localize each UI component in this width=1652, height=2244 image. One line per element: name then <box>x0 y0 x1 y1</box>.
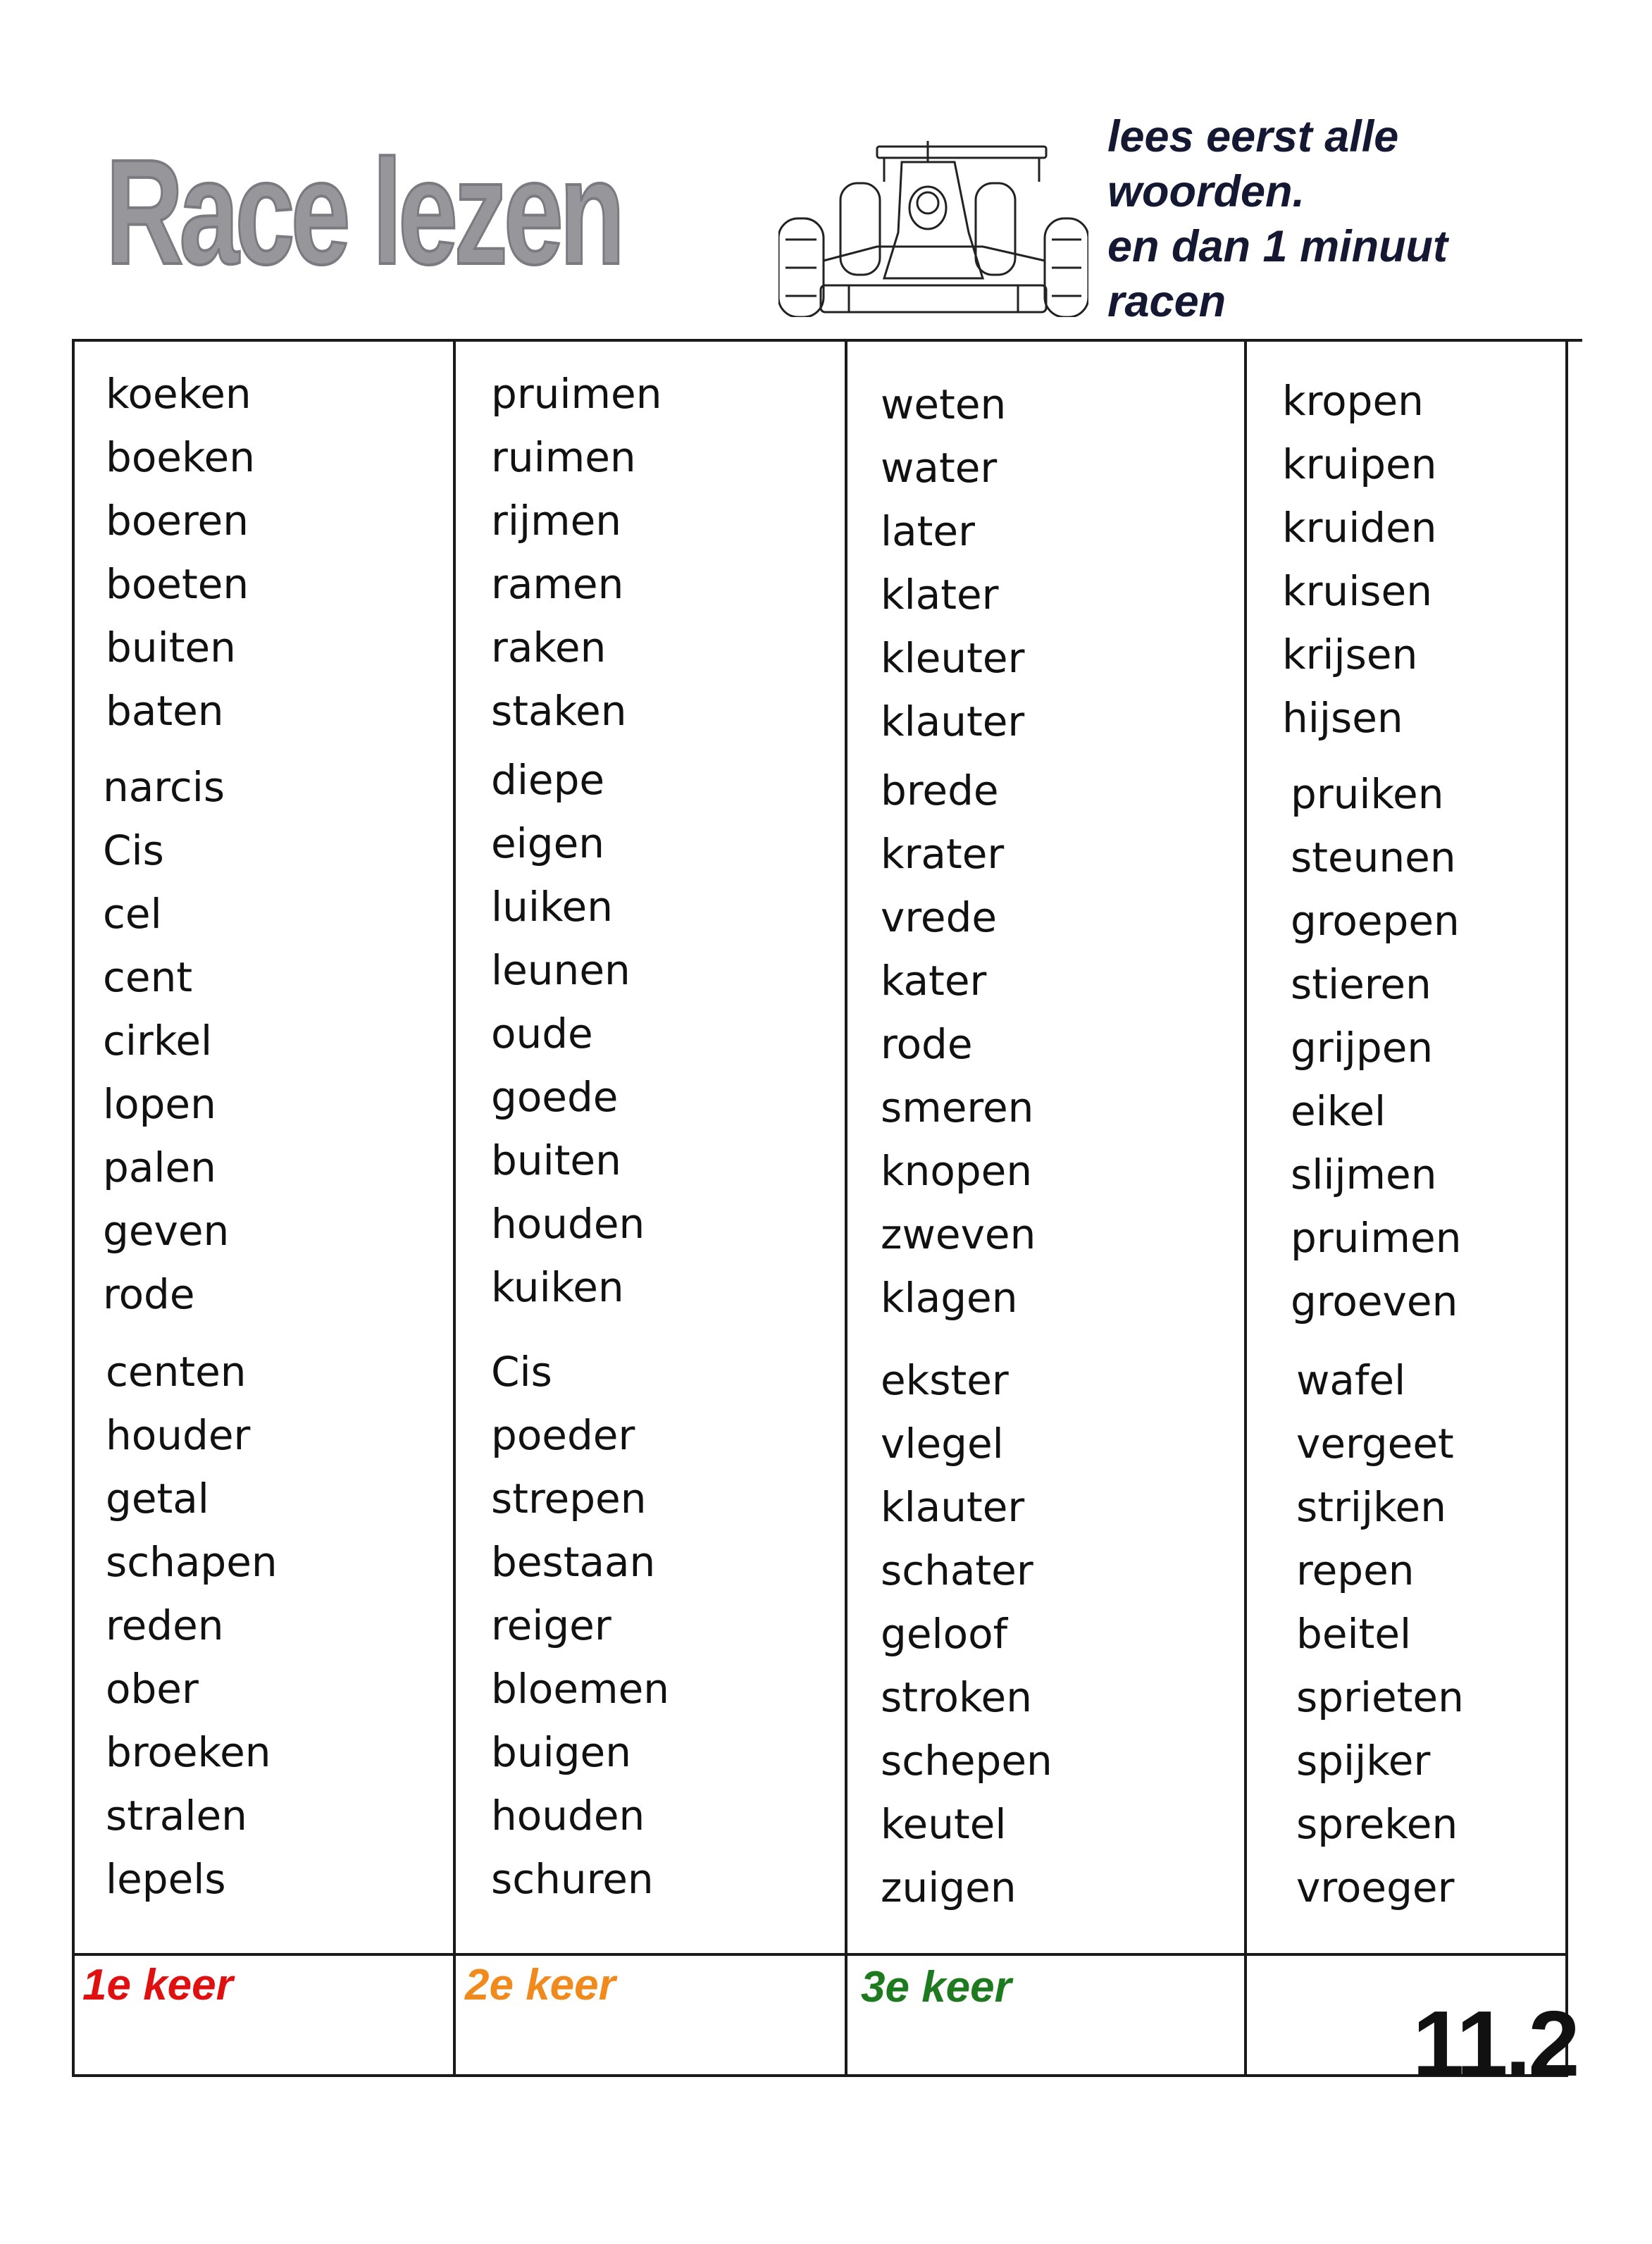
word-item: ekster <box>881 1356 1009 1404</box>
word-item: getal <box>106 1475 209 1523</box>
word-item: beitel <box>1296 1610 1412 1658</box>
word-item: water <box>881 444 998 492</box>
word-item: boeken <box>106 433 255 481</box>
word-item: kater <box>881 957 987 1005</box>
word-item: kleuter <box>881 634 1025 682</box>
word-item: buiten <box>106 624 236 671</box>
word-item: slijmen <box>1291 1151 1437 1198</box>
word-item: centen <box>106 1348 247 1396</box>
page-title: Race lezen <box>106 128 621 295</box>
column-divider-1 <box>453 339 456 2077</box>
word-item: narcis <box>103 763 225 811</box>
word-item: bloemen <box>491 1665 670 1713</box>
word-item: geven <box>103 1207 230 1255</box>
word-item: keutel <box>881 1800 1007 1848</box>
word-item: wafel <box>1296 1356 1406 1404</box>
word-item: rijmen <box>491 497 622 545</box>
word-item: schepen <box>881 1737 1052 1785</box>
word-item: sprieten <box>1296 1673 1464 1721</box>
word-item: buiten <box>491 1136 621 1184</box>
word-item: weten <box>881 380 1007 428</box>
instruction-line: lees eerst alle <box>1107 112 1399 161</box>
word-item: groeven <box>1291 1277 1458 1325</box>
word-item: zuigen <box>881 1864 1017 1911</box>
word-item: luiken <box>491 883 613 931</box>
word-item: stroken <box>881 1673 1032 1721</box>
word-item: staken <box>491 687 627 735</box>
word-item: kuiken <box>491 1263 624 1311</box>
word-item: pruimen <box>1291 1214 1462 1262</box>
word-item: koeken <box>106 370 251 418</box>
word-item: strepen <box>491 1475 647 1523</box>
word-item: klauter <box>881 1483 1025 1531</box>
word-item: schater <box>881 1546 1033 1594</box>
word-item: ramen <box>491 560 624 608</box>
table-bottom-border <box>72 2074 1568 2077</box>
word-item: houder <box>106 1411 251 1459</box>
word-item: Cis <box>103 826 164 874</box>
word-item: lopen <box>103 1080 216 1128</box>
word-item: kruiden <box>1282 504 1437 552</box>
word-item: Cis <box>491 1348 552 1396</box>
word-item: cent <box>103 953 193 1001</box>
word-item: reiger <box>491 1601 611 1649</box>
word-item: poeder <box>491 1411 635 1459</box>
word-item: smeren <box>881 1084 1034 1132</box>
word-item: zweven <box>881 1210 1036 1258</box>
second-attempt-label: 2e keer <box>465 1961 616 2009</box>
word-item: boeren <box>106 497 249 545</box>
word-item: eikel <box>1291 1087 1386 1135</box>
word-item: boeten <box>106 560 249 608</box>
table-top-border <box>72 339 1582 342</box>
word-item: rode <box>103 1270 195 1318</box>
instruction-line: racen <box>1107 277 1226 326</box>
word-item: later <box>881 507 975 555</box>
word-item: kruisen <box>1282 567 1432 615</box>
word-item: strijken <box>1296 1483 1446 1531</box>
word-item: brede <box>881 767 999 814</box>
word-item: klauter <box>881 698 1025 745</box>
word-item: palen <box>103 1143 216 1191</box>
column-divider-3 <box>1244 339 1247 2077</box>
word-item: krater <box>881 830 1005 878</box>
word-item: vergeet <box>1296 1420 1454 1468</box>
word-item: schapen <box>106 1538 278 1586</box>
word-item: eigen <box>491 819 605 867</box>
word-item: oude <box>491 1010 593 1058</box>
word-item: hijsen <box>1282 694 1403 742</box>
word-item: vrede <box>881 893 998 941</box>
word-item: stieren <box>1291 960 1431 1008</box>
word-item: geloof <box>881 1610 1008 1658</box>
word-item: knopen <box>881 1147 1033 1195</box>
word-item: ruimen <box>491 433 636 481</box>
third-attempt-label: 3e keer <box>861 1963 1012 2011</box>
sheet-number: 11.2 <box>1412 1992 1577 2095</box>
table-footer-divider <box>72 1953 1568 1956</box>
word-item: vroeger <box>1296 1864 1455 1911</box>
word-item: ober <box>106 1665 199 1713</box>
word-item: buigen <box>491 1728 631 1776</box>
word-item: cel <box>103 890 162 938</box>
word-item: reden <box>106 1601 224 1649</box>
word-item: spreken <box>1296 1800 1458 1848</box>
word-item: raken <box>491 624 607 671</box>
instruction-line: woorden. <box>1107 167 1305 216</box>
word-item: goede <box>491 1073 619 1121</box>
word-item: pruimen <box>491 370 662 418</box>
word-item: klagen <box>881 1274 1018 1322</box>
word-item: krijsen <box>1282 631 1418 678</box>
word-item: schuren <box>491 1855 654 1903</box>
word-item: cirkel <box>103 1017 213 1065</box>
word-item: pruiken <box>1291 770 1444 818</box>
column-divider-2 <box>845 339 847 2077</box>
word-item: diepe <box>491 756 605 804</box>
table-right-border <box>1565 339 1568 2077</box>
word-item: kruipen <box>1282 440 1437 488</box>
word-item: steunen <box>1291 833 1456 881</box>
word-item: leunen <box>491 946 631 994</box>
word-item: broeken <box>106 1728 271 1776</box>
word-item: bestaan <box>491 1538 656 1586</box>
word-item: repen <box>1296 1546 1415 1594</box>
first-attempt-label: 1e keer <box>82 1961 233 2009</box>
word-item: houden <box>491 1792 645 1840</box>
word-item: stralen <box>106 1792 247 1840</box>
word-item: grijpen <box>1291 1024 1434 1072</box>
word-item: lepels <box>106 1855 226 1903</box>
word-item: groepen <box>1291 897 1460 945</box>
table-left-border <box>72 339 75 2077</box>
word-item: baten <box>106 687 224 735</box>
word-item: klater <box>881 571 999 619</box>
instruction-line: en dan 1 minuut <box>1107 222 1448 271</box>
word-item: vlegel <box>881 1420 1004 1468</box>
word-item: rode <box>881 1020 973 1068</box>
word-item: kropen <box>1282 377 1424 425</box>
word-item: houden <box>491 1200 645 1248</box>
word-item: spijker <box>1296 1737 1431 1785</box>
